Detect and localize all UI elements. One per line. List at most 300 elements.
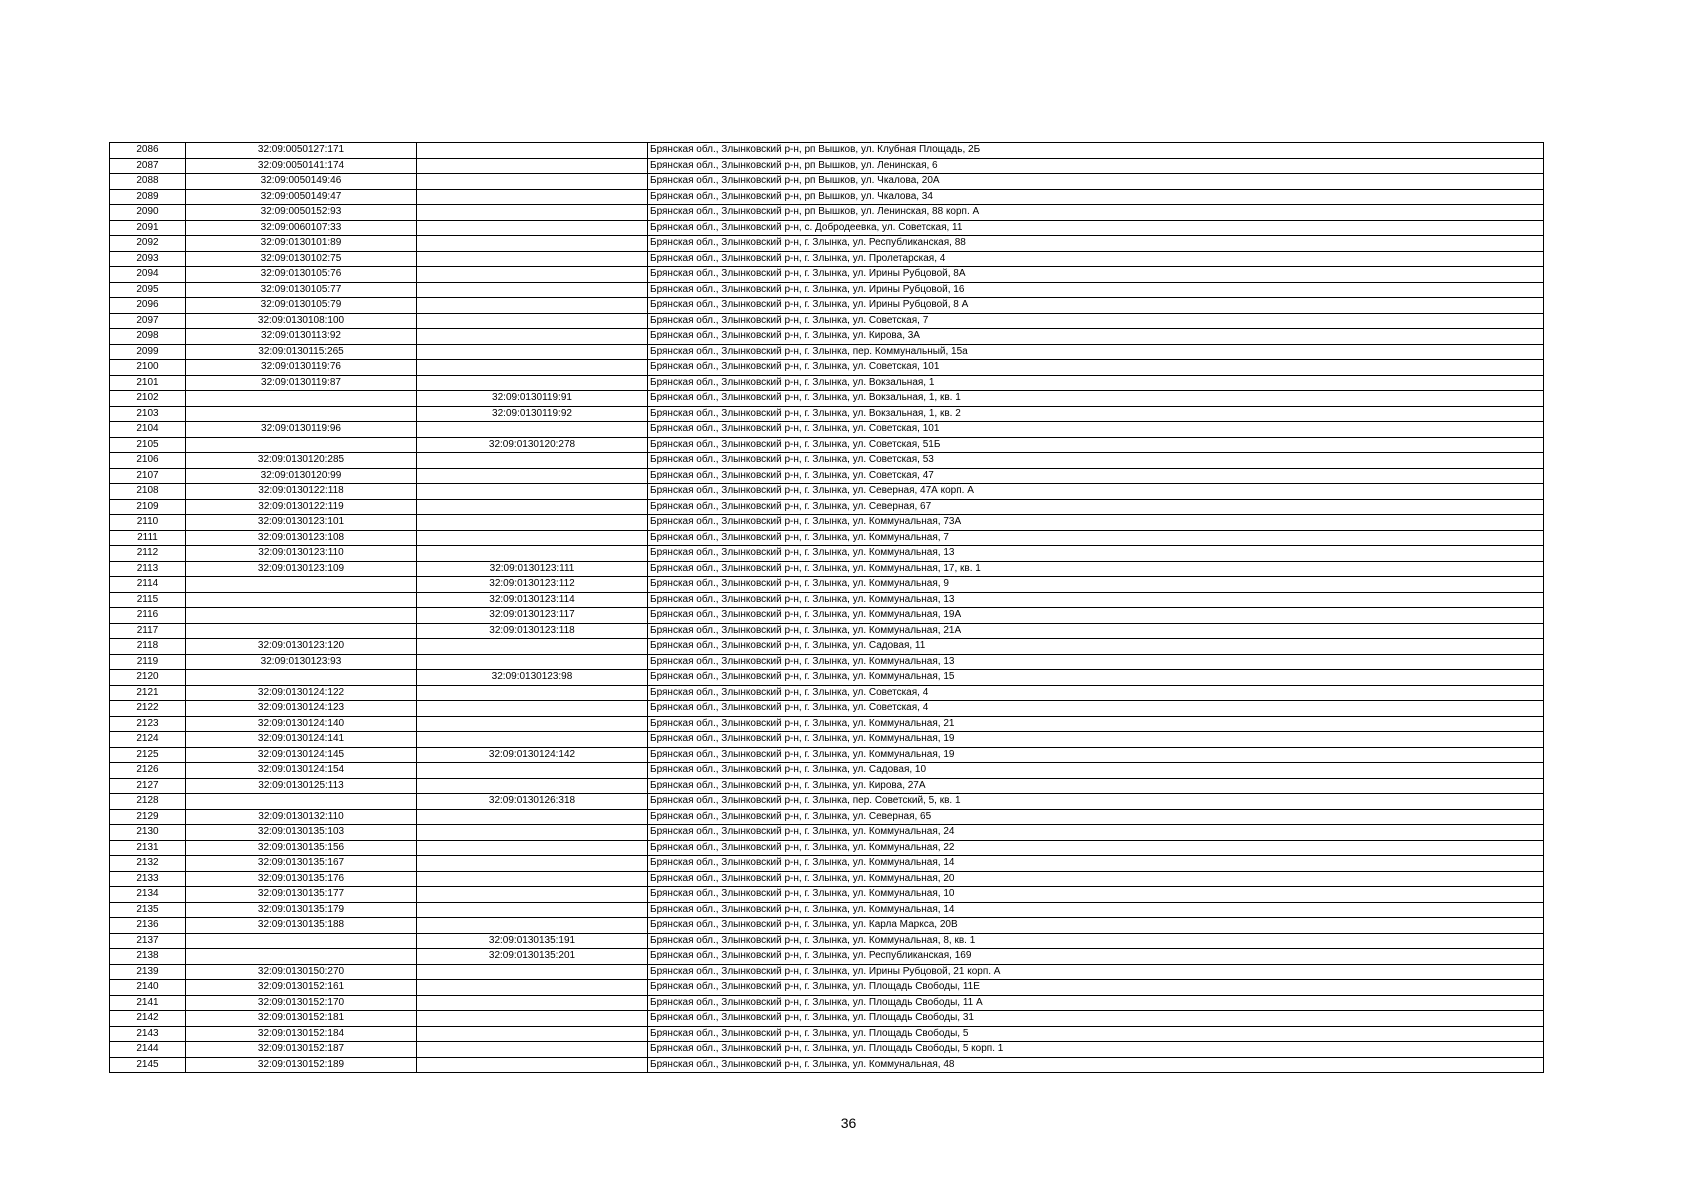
row-number-cell: 2097	[110, 313, 186, 329]
related-cadastral-number-cell	[417, 205, 648, 221]
related-cadastral-number-cell	[417, 825, 648, 841]
related-cadastral-number-cell: 32:09:0130124:142	[417, 747, 648, 763]
table-row	[110, 530, 1544, 546]
cadastral-number-cell: 32:09:0130102:75	[186, 251, 417, 267]
table-row	[110, 406, 1544, 422]
table-row	[110, 143, 1544, 159]
table-row	[110, 1011, 1544, 1027]
cadastral-number-cell	[186, 608, 417, 624]
cadastral-number-cell: 32:09:0130125:113	[186, 778, 417, 794]
related-cadastral-number-cell	[417, 530, 648, 546]
row-number-cell: 2099	[110, 344, 186, 360]
cadastral-number-cell: 32:09:0050127:171	[186, 143, 417, 159]
address-cell: Брянская обл., Злынковский р-н, г. Злынка, ул. Республиканская, 169	[648, 949, 1544, 965]
cadastral-number-cell: 32:09:0050149:46	[186, 174, 417, 190]
address-cell: Брянская обл., Злынковский р-н, г. Злынка, ул. Площадь Свободы, 11 А	[648, 995, 1544, 1011]
table-row	[110, 313, 1544, 329]
address-cell: Брянская обл., Злынковский р-н, г. Злынка, ул. Советская, 101	[648, 422, 1544, 438]
table-row	[110, 995, 1544, 1011]
row-number-cell: 2101	[110, 375, 186, 391]
row-number-cell: 2089	[110, 189, 186, 205]
row-number-cell: 2117	[110, 623, 186, 639]
address-cell: Брянская обл., Злынковский р-н, г. Злынка, ул. Коммунальная, 7	[648, 530, 1544, 546]
row-number-cell: 2127	[110, 778, 186, 794]
cadastral-number-cell: 32:09:0130119:96	[186, 422, 417, 438]
address-cell: Брянская обл., Злынковский р-н, г. Злынка, ул. Ирины Рубцовой, 8 А	[648, 298, 1544, 314]
related-cadastral-number-cell	[417, 1026, 648, 1042]
related-cadastral-number-cell	[417, 964, 648, 980]
related-cadastral-number-cell: 32:09:0130123:114	[417, 592, 648, 608]
table-row	[110, 608, 1544, 624]
address-cell: Брянская обл., Злынковский р-н, г. Злынка, ул. Советская, 53	[648, 453, 1544, 469]
row-number-cell: 2145	[110, 1057, 186, 1073]
address-cell: Брянская обл., Злынковский р-н, г. Злынка, ул. Ирины Рубцовой, 8А	[648, 267, 1544, 283]
row-number-cell: 2110	[110, 515, 186, 531]
address-cell: Брянская обл., Злынковский р-н, г. Злынка, ул. Садовая, 10	[648, 763, 1544, 779]
related-cadastral-number-cell	[417, 422, 648, 438]
table-row	[110, 716, 1544, 732]
address-cell: Брянская обл., Злынковский р-н, г. Злынка, ул. Вокзальная, 1	[648, 375, 1544, 391]
row-number-cell: 2119	[110, 654, 186, 670]
address-cell: Брянская обл., Злынковский р-н, г. Злынка, ул. Карла Маркса, 20В	[648, 918, 1544, 934]
cadastral-number-cell: 32:09:0130124:140	[186, 716, 417, 732]
address-cell: Брянская обл., Злынковский р-н, г. Злынка, ул. Площадь Свободы, 5 корп. 1	[648, 1042, 1544, 1058]
table-row	[110, 825, 1544, 841]
row-number-cell: 2104	[110, 422, 186, 438]
row-number-cell: 2103	[110, 406, 186, 422]
cadastral-number-cell: 32:09:0130135:188	[186, 918, 417, 934]
related-cadastral-number-cell	[417, 267, 648, 283]
row-number-cell: 2137	[110, 933, 186, 949]
row-number-cell: 2106	[110, 453, 186, 469]
related-cadastral-number-cell: 32:09:0130135:201	[417, 949, 648, 965]
related-cadastral-number-cell	[417, 1057, 648, 1073]
related-cadastral-number-cell	[417, 468, 648, 484]
table-row	[110, 794, 1544, 810]
table-row	[110, 344, 1544, 360]
table-row	[110, 809, 1544, 825]
table-row	[110, 484, 1544, 500]
related-cadastral-number-cell	[417, 918, 648, 934]
address-cell: Брянская обл., Злынковский р-н, г. Злынка, ул. Советская, 4	[648, 685, 1544, 701]
cadastral-number-cell: 32:09:0130124:141	[186, 732, 417, 748]
address-cell: Брянская обл., Злынковский р-н, г. Злынка, ул. Площадь Свободы, 11Е	[648, 980, 1544, 996]
address-cell: Брянская обл., Злынковский р-н, г. Злынка, ул. Коммунальная, 19	[648, 732, 1544, 748]
address-cell: Брянская обл., Злынковский р-н, г. Злынка, ул. Коммунальная, 15	[648, 670, 1544, 686]
cadastral-number-cell: 32:09:0130120:99	[186, 468, 417, 484]
cadastral-number-cell: 32:09:0130101:89	[186, 236, 417, 252]
row-number-cell: 2112	[110, 546, 186, 562]
related-cadastral-number-cell	[417, 236, 648, 252]
cadastral-number-cell: 32:09:0130132:110	[186, 809, 417, 825]
table-row	[110, 468, 1544, 484]
address-cell: Брянская обл., Злынковский р-н, г. Злынка, ул. Северная, 47А корп. А	[648, 484, 1544, 500]
cadastral-number-cell: 32:09:0130123:93	[186, 654, 417, 670]
cadastral-number-cell: 32:09:0130152:161	[186, 980, 417, 996]
table-row	[110, 422, 1544, 438]
related-cadastral-number-cell	[417, 484, 648, 500]
table-row	[110, 158, 1544, 174]
row-number-cell: 2143	[110, 1026, 186, 1042]
row-number-cell: 2102	[110, 391, 186, 407]
row-number-cell: 2113	[110, 561, 186, 577]
address-cell: Брянская обл., Злынковский р-н, г. Злынка, ул. Коммунальная, 21	[648, 716, 1544, 732]
related-cadastral-number-cell: 32:09:0130120:278	[417, 437, 648, 453]
address-cell: Брянская обл., Злынковский р-н, г. Злынка, ул. Советская, 4	[648, 701, 1544, 717]
cadastral-number-cell: 32:09:0130122:119	[186, 499, 417, 515]
row-number-cell: 2120	[110, 670, 186, 686]
address-cell: Брянская обл., Злынковский р-н, г. Злынка, ул. Коммунальная, 20	[648, 871, 1544, 887]
row-number-cell: 2134	[110, 887, 186, 903]
table-row	[110, 701, 1544, 717]
table-row	[110, 623, 1544, 639]
address-cell: Брянская обл., Злынковский р-н, с. Добродеевка, ул. Советская, 11	[648, 220, 1544, 236]
cadastral-number-cell: 32:09:0130105:76	[186, 267, 417, 283]
related-cadastral-number-cell: 32:09:0130123:117	[417, 608, 648, 624]
related-cadastral-number-cell: 32:09:0130135:191	[417, 933, 648, 949]
table-row	[110, 205, 1544, 221]
cadastral-number-cell: 32:09:0130123:101	[186, 515, 417, 531]
related-cadastral-number-cell	[417, 143, 648, 159]
row-number-cell: 2109	[110, 499, 186, 515]
address-cell: Брянская обл., Злынковский р-н, г. Злынка, пер. Советский, 5, кв. 1	[648, 794, 1544, 810]
cadastral-number-cell: 32:09:0130123:109	[186, 561, 417, 577]
cadastral-number-cell: 32:09:0130135:177	[186, 887, 417, 903]
table-row	[110, 174, 1544, 190]
table-row	[110, 887, 1544, 903]
address-cell: Брянская обл., Злынковский р-н, г. Злынка, ул. Ирины Рубцовой, 21 корп. А	[648, 964, 1544, 980]
related-cadastral-number-cell	[417, 298, 648, 314]
table-row	[110, 329, 1544, 345]
table-row	[110, 856, 1544, 872]
address-cell: Брянская обл., Злынковский р-н, г. Злынка, ул. Пролетарская, 4	[648, 251, 1544, 267]
table-row	[110, 871, 1544, 887]
row-number-cell: 2139	[110, 964, 186, 980]
cadastral-number-cell	[186, 623, 417, 639]
address-cell: Брянская обл., Злынковский р-н, г. Злынка, ул. Вокзальная, 1, кв. 1	[648, 391, 1544, 407]
table-row	[110, 375, 1544, 391]
related-cadastral-number-cell	[417, 220, 648, 236]
related-cadastral-number-cell	[417, 856, 648, 872]
address-cell: Брянская обл., Злынковский р-н, г. Злынка, ул. Северная, 65	[648, 809, 1544, 825]
row-number-cell: 2130	[110, 825, 186, 841]
table-row	[110, 453, 1544, 469]
row-number-cell: 2114	[110, 577, 186, 593]
row-number-cell: 2090	[110, 205, 186, 221]
address-cell: Брянская обл., Злынковский р-н, г. Злынка, ул. Советская, 7	[648, 313, 1544, 329]
row-number-cell: 2138	[110, 949, 186, 965]
related-cadastral-number-cell	[417, 902, 648, 918]
table-row	[110, 577, 1544, 593]
row-number-cell: 2107	[110, 468, 186, 484]
table-row	[110, 251, 1544, 267]
related-cadastral-number-cell	[417, 251, 648, 267]
related-cadastral-number-cell	[417, 716, 648, 732]
address-cell: Брянская обл., Злынковский р-н, г. Злынка, пер. Коммунальный, 15а	[648, 344, 1544, 360]
table-row	[110, 778, 1544, 794]
cadastral-number-cell: 32:09:0130152:187	[186, 1042, 417, 1058]
cadastral-number-cell	[186, 949, 417, 965]
table-row	[110, 933, 1544, 949]
row-number-cell: 2096	[110, 298, 186, 314]
related-cadastral-number-cell	[417, 701, 648, 717]
row-number-cell: 2108	[110, 484, 186, 500]
address-cell: Брянская обл., Злынковский р-н, г. Злынка, ул. Коммунальная, 14	[648, 902, 1544, 918]
cadastral-number-cell: 32:09:0130152:170	[186, 995, 417, 1011]
row-number-cell: 2123	[110, 716, 186, 732]
related-cadastral-number-cell	[417, 1011, 648, 1027]
cadastral-number-cell	[186, 670, 417, 686]
cadastral-number-cell: 32:09:0130124:145	[186, 747, 417, 763]
row-number-cell: 2142	[110, 1011, 186, 1027]
cadastral-number-cell	[186, 592, 417, 608]
address-cell: Брянская обл., Злынковский р-н, г. Злынка, ул. Коммунальная, 22	[648, 840, 1544, 856]
address-cell: Брянская обл., Злынковский р-н, г. Злынка, ул. Коммунальная, 14	[648, 856, 1544, 872]
cadastral-number-cell: 32:09:0130152:189	[186, 1057, 417, 1073]
property-registry-table	[109, 142, 1544, 1073]
related-cadastral-number-cell	[417, 809, 648, 825]
row-number-cell: 2124	[110, 732, 186, 748]
row-number-cell: 2093	[110, 251, 186, 267]
address-cell: Брянская обл., Злынковский р-н, рп Вышков, ул. Чкалова, 34	[648, 189, 1544, 205]
cadastral-number-cell: 32:09:0130123:110	[186, 546, 417, 562]
row-number-cell: 2087	[110, 158, 186, 174]
table-row	[110, 964, 1544, 980]
table-row	[110, 236, 1544, 252]
address-cell: Брянская обл., Злынковский р-н, г. Злынка, ул. Коммунальная, 9	[648, 577, 1544, 593]
cadastral-number-cell	[186, 391, 417, 407]
cadastral-number-cell: 32:09:0130124:123	[186, 701, 417, 717]
address-cell: Брянская обл., Злынковский р-н, рп Вышков, ул. Чкалова, 20А	[648, 174, 1544, 190]
row-number-cell: 2140	[110, 980, 186, 996]
table-row	[110, 298, 1544, 314]
row-number-cell: 2116	[110, 608, 186, 624]
related-cadastral-number-cell	[417, 344, 648, 360]
row-number-cell: 2132	[110, 856, 186, 872]
address-cell: Брянская обл., Злынковский р-н, г. Злынка, ул. Коммунальная, 10	[648, 887, 1544, 903]
related-cadastral-number-cell	[417, 499, 648, 515]
row-number-cell: 2091	[110, 220, 186, 236]
address-cell: Брянская обл., Злынковский р-н, г. Злынка, ул. Площадь Свободы, 31	[648, 1011, 1544, 1027]
cadastral-number-cell: 32:09:0130123:120	[186, 639, 417, 655]
address-cell: Брянская обл., Злынковский р-н, г. Злынка, ул. Коммунальная, 48	[648, 1057, 1544, 1073]
related-cadastral-number-cell	[417, 887, 648, 903]
cadastral-number-cell: 32:09:0130152:181	[186, 1011, 417, 1027]
cadastral-number-cell	[186, 933, 417, 949]
table-row	[110, 189, 1544, 205]
row-number-cell: 2105	[110, 437, 186, 453]
table-row	[110, 685, 1544, 701]
address-cell: Брянская обл., Злынковский р-н, г. Злынка, ул. Коммунальная, 19	[648, 747, 1544, 763]
related-cadastral-number-cell	[417, 546, 648, 562]
address-cell: Брянская обл., Злынковский р-н, г. Злынка, ул. Коммунальная, 13	[648, 592, 1544, 608]
cadastral-number-cell	[186, 437, 417, 453]
table-row	[110, 1026, 1544, 1042]
row-number-cell: 2128	[110, 794, 186, 810]
address-cell: Брянская обл., Злынковский р-н, рп Вышков, ул. Клубная Площадь, 2Б	[648, 143, 1544, 159]
cadastral-number-cell: 32:09:0050152:93	[186, 205, 417, 221]
row-number-cell: 2144	[110, 1042, 186, 1058]
row-number-cell: 2094	[110, 267, 186, 283]
table-row	[110, 949, 1544, 965]
cadastral-number-cell: 32:09:0130135:179	[186, 902, 417, 918]
cadastral-number-cell: 32:09:0130105:77	[186, 282, 417, 298]
address-cell: Брянская обл., Злынковский р-н, г. Злынка, ул. Коммунальная, 13	[648, 546, 1544, 562]
cadastral-number-cell: 32:09:0130122:118	[186, 484, 417, 500]
cadastral-number-cell: 32:09:0130135:167	[186, 856, 417, 872]
address-cell: Брянская обл., Злынковский р-н, г. Злынка, ул. Коммунальная, 17, кв. 1	[648, 561, 1544, 577]
table-row	[110, 747, 1544, 763]
cadastral-number-cell: 32:09:0050141:174	[186, 158, 417, 174]
row-number-cell: 2125	[110, 747, 186, 763]
table-row	[110, 267, 1544, 283]
address-cell: Брянская обл., Злынковский р-н, г. Злынка, ул. Коммунальная, 21А	[648, 623, 1544, 639]
cadastral-number-cell: 32:09:0130105:79	[186, 298, 417, 314]
table-row	[110, 360, 1544, 376]
cadastral-number-cell: 32:09:0130124:154	[186, 763, 417, 779]
related-cadastral-number-cell	[417, 189, 648, 205]
table-row	[110, 902, 1544, 918]
related-cadastral-number-cell: 32:09:0130119:91	[417, 391, 648, 407]
table-row	[110, 654, 1544, 670]
related-cadastral-number-cell	[417, 174, 648, 190]
related-cadastral-number-cell	[417, 282, 648, 298]
related-cadastral-number-cell	[417, 980, 648, 996]
related-cadastral-number-cell	[417, 654, 648, 670]
cadastral-number-cell: 32:09:0130119:76	[186, 360, 417, 376]
address-cell: Брянская обл., Злынковский р-н, г. Злынка, ул. Советская, 51Б	[648, 437, 1544, 453]
related-cadastral-number-cell: 32:09:0130123:118	[417, 623, 648, 639]
cadastral-number-cell	[186, 577, 417, 593]
related-cadastral-number-cell	[417, 360, 648, 376]
row-number-cell: 2111	[110, 530, 186, 546]
address-cell: Брянская обл., Злынковский р-н, рп Вышков, ул. Ленинская, 88 корп. А	[648, 205, 1544, 221]
cadastral-number-cell: 32:09:0130120:285	[186, 453, 417, 469]
related-cadastral-number-cell: 32:09:0130123:112	[417, 577, 648, 593]
related-cadastral-number-cell: 32:09:0130123:111	[417, 561, 648, 577]
row-number-cell: 2129	[110, 809, 186, 825]
address-cell: Брянская обл., Злынковский р-н, рп Вышков, ул. Ленинская, 6	[648, 158, 1544, 174]
cadastral-number-cell: 32:09:0130113:92	[186, 329, 417, 345]
table-row	[110, 1042, 1544, 1058]
row-number-cell: 2135	[110, 902, 186, 918]
address-cell: Брянская обл., Злынковский р-н, г. Злынка, ул. Коммунальная, 13	[648, 654, 1544, 670]
page-number: 36	[840, 1115, 857, 1131]
cadastral-number-cell: 32:09:0130135:103	[186, 825, 417, 841]
related-cadastral-number-cell	[417, 840, 648, 856]
address-cell: Брянская обл., Злынковский р-н, г. Злынка, ул. Советская, 101	[648, 360, 1544, 376]
row-number-cell: 2126	[110, 763, 186, 779]
table-row	[110, 282, 1544, 298]
cadastral-number-cell: 32:09:0130124:122	[186, 685, 417, 701]
cadastral-number-cell: 32:09:0130108:100	[186, 313, 417, 329]
row-number-cell: 2141	[110, 995, 186, 1011]
row-number-cell: 2136	[110, 918, 186, 934]
address-cell: Брянская обл., Злынковский р-н, г. Злынка, ул. Кирова, 27А	[648, 778, 1544, 794]
table-row	[110, 1057, 1544, 1073]
cadastral-number-cell: 32:09:0050149:47	[186, 189, 417, 205]
row-number-cell: 2088	[110, 174, 186, 190]
cadastral-number-cell: 32:09:0130152:184	[186, 1026, 417, 1042]
cadastral-number-cell: 32:09:0130123:108	[186, 530, 417, 546]
related-cadastral-number-cell	[417, 639, 648, 655]
table-row	[110, 763, 1544, 779]
related-cadastral-number-cell	[417, 995, 648, 1011]
related-cadastral-number-cell	[417, 871, 648, 887]
table-row	[110, 918, 1544, 934]
related-cadastral-number-cell	[417, 763, 648, 779]
table-row	[110, 561, 1544, 577]
related-cadastral-number-cell	[417, 313, 648, 329]
address-cell: Брянская обл., Злынковский р-н, г. Злынка, ул. Площадь Свободы, 5	[648, 1026, 1544, 1042]
address-cell: Брянская обл., Злынковский р-н, г. Злынка, ул. Советская, 47	[648, 468, 1544, 484]
row-number-cell: 2086	[110, 143, 186, 159]
cadastral-number-cell: 32:09:0130135:156	[186, 840, 417, 856]
related-cadastral-number-cell: 32:09:0130119:92	[417, 406, 648, 422]
table-row	[110, 840, 1544, 856]
row-number-cell: 2095	[110, 282, 186, 298]
table-row	[110, 499, 1544, 515]
cadastral-number-cell: 32:09:0060107:33	[186, 220, 417, 236]
registry-table-body	[110, 143, 1544, 1073]
address-cell: Брянская обл., Злынковский р-н, г. Злынка, ул. Вокзальная, 1, кв. 2	[648, 406, 1544, 422]
table-row	[110, 592, 1544, 608]
table-row	[110, 546, 1544, 562]
table-row	[110, 639, 1544, 655]
table-row	[110, 670, 1544, 686]
address-cell: Брянская обл., Злынковский р-н, г. Злынка, ул. Коммунальная, 19А	[648, 608, 1544, 624]
address-cell: Брянская обл., Злынковский р-н, г. Злынка, ул. Садовая, 11	[648, 639, 1544, 655]
cadastral-number-cell	[186, 406, 417, 422]
related-cadastral-number-cell	[417, 158, 648, 174]
related-cadastral-number-cell	[417, 778, 648, 794]
row-number-cell: 2092	[110, 236, 186, 252]
row-number-cell: 2100	[110, 360, 186, 376]
row-number-cell: 2118	[110, 639, 186, 655]
table-row	[110, 437, 1544, 453]
address-cell: Брянская обл., Злынковский р-н, г. Злынка, ул. Северная, 67	[648, 499, 1544, 515]
cadastral-number-cell: 32:09:0130135:176	[186, 871, 417, 887]
address-cell: Брянская обл., Злынковский р-н, г. Злынка, ул. Республиканская, 88	[648, 236, 1544, 252]
related-cadastral-number-cell	[417, 732, 648, 748]
cadastral-number-cell	[186, 794, 417, 810]
related-cadastral-number-cell	[417, 375, 648, 391]
row-number-cell: 2121	[110, 685, 186, 701]
row-number-cell: 2115	[110, 592, 186, 608]
row-number-cell: 2122	[110, 701, 186, 717]
cadastral-number-cell: 32:09:0130119:87	[186, 375, 417, 391]
address-cell: Брянская обл., Злынковский р-н, г. Злынка, ул. Кирова, 3А	[648, 329, 1544, 345]
related-cadastral-number-cell	[417, 453, 648, 469]
related-cadastral-number-cell	[417, 685, 648, 701]
table-row	[110, 515, 1544, 531]
related-cadastral-number-cell: 32:09:0130126:318	[417, 794, 648, 810]
table-row	[110, 980, 1544, 996]
table-row	[110, 220, 1544, 236]
row-number-cell: 2131	[110, 840, 186, 856]
related-cadastral-number-cell	[417, 1042, 648, 1058]
related-cadastral-number-cell: 32:09:0130123:98	[417, 670, 648, 686]
table-row	[110, 391, 1544, 407]
address-cell: Брянская обл., Злынковский р-н, г. Злынка, ул. Коммунальная, 8, кв. 1	[648, 933, 1544, 949]
row-number-cell: 2098	[110, 329, 186, 345]
row-number-cell: 2133	[110, 871, 186, 887]
related-cadastral-number-cell	[417, 329, 648, 345]
cadastral-number-cell: 32:09:0130150:270	[186, 964, 417, 980]
address-cell: Брянская обл., Злынковский р-н, г. Злынка, ул. Ирины Рубцовой, 16	[648, 282, 1544, 298]
cadastral-number-cell: 32:09:0130115:265	[186, 344, 417, 360]
related-cadastral-number-cell	[417, 515, 648, 531]
